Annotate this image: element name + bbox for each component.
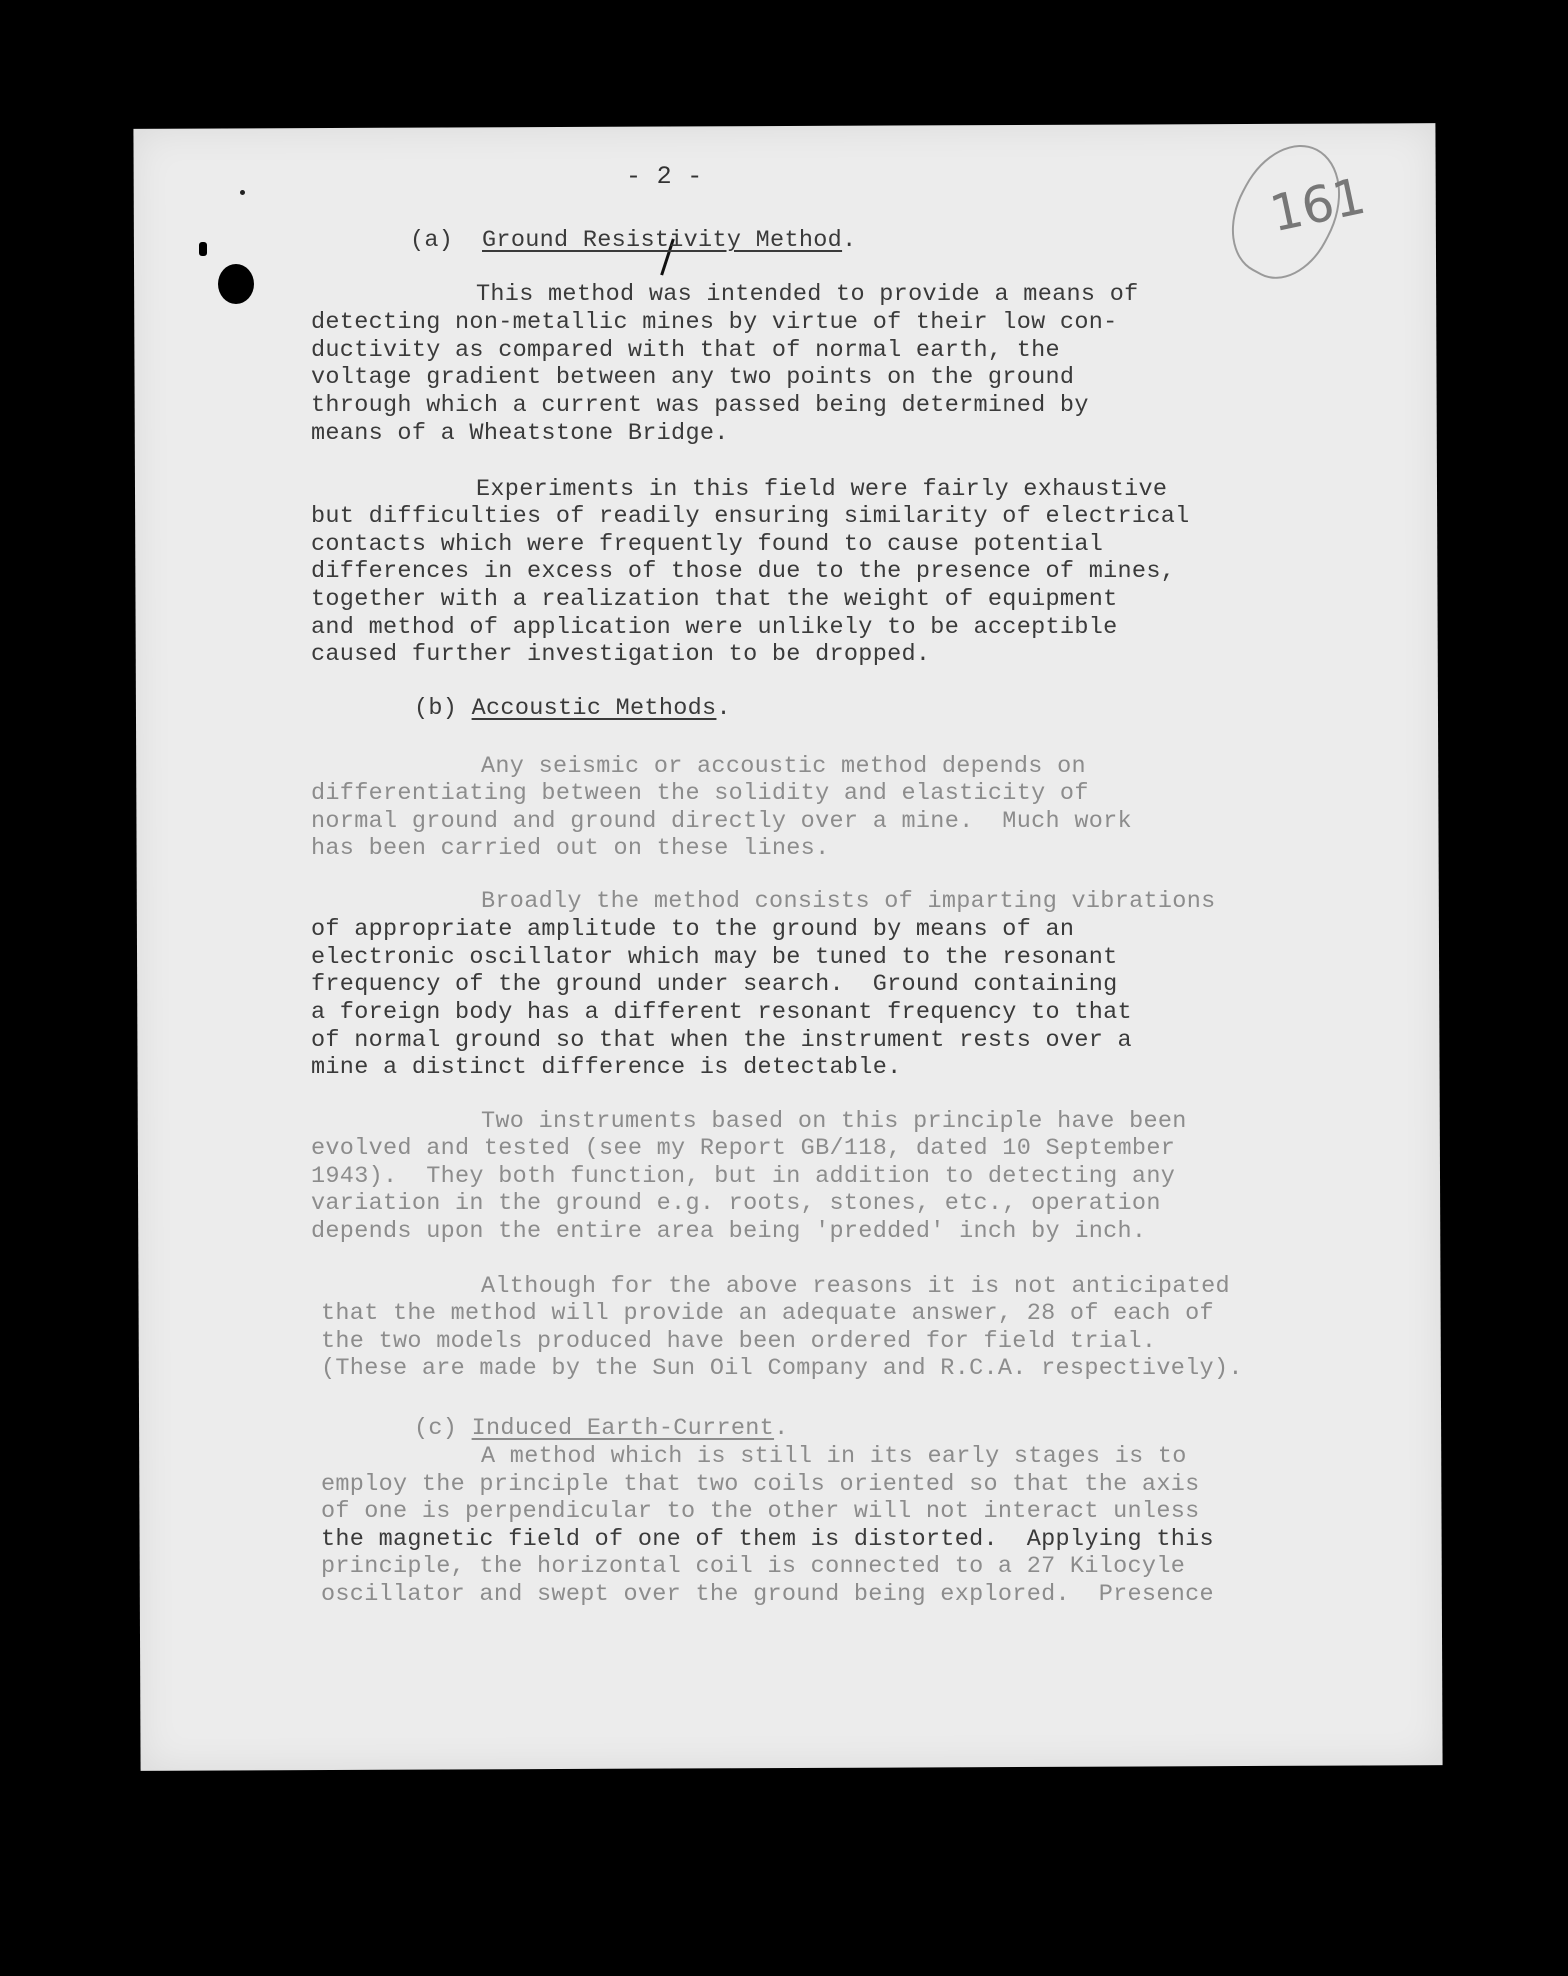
line-text: of normal ground so that when the instrument rests over a <box>311 1027 1132 1054</box>
line-text: This method was intended to provide a means of <box>476 281 1139 308</box>
text-line <box>321 1473 1200 1497</box>
line-text: but difficulties of readily ensuring similarity of electrical <box>311 503 1190 530</box>
text-line <box>311 366 1074 390</box>
line-text: of appropriate amplitude to the ground by means of an <box>311 916 1075 943</box>
line-text: Broadly the method consists of imparting vibrations <box>481 888 1216 915</box>
text-line <box>311 505 1190 529</box>
line-text: ductivity as compared with that of normal earth, the <box>311 337 1060 364</box>
text-line <box>311 311 1118 335</box>
line-text: oscillator and swept over the ground being explored. Presence <box>321 1581 1214 1608</box>
line-text: 1943). They both function, but in addition to detecting any <box>311 1163 1176 1190</box>
heading-punctuation: . <box>774 1415 789 1442</box>
line-text: (These are made by the Sun Oil Company and R.C.A. respectively). <box>321 1355 1243 1382</box>
text-line <box>311 1220 1146 1244</box>
text-line <box>311 1029 1132 1053</box>
line-text: differences in excess of those due to the presence of mines, <box>311 558 1176 585</box>
punch-hole <box>218 264 254 304</box>
text-line <box>311 918 1074 942</box>
text-line <box>476 478 1167 502</box>
line-text: Experiments in this field were fairly exhaustive <box>476 476 1168 503</box>
line-text: the magnetic field of one of them is distorted. Applying this <box>321 1526 1214 1553</box>
line-text: A method which is still in its early stages is to <box>481 1443 1187 1470</box>
line-text: differentiating between the solidity and elasticity of <box>311 780 1089 807</box>
text-line <box>321 1330 1156 1354</box>
line-text: voltage gradient between any two points on the ground <box>311 364 1075 391</box>
line-text: means of a Wheatstone Bridge. <box>311 420 729 447</box>
text-line <box>321 1302 1214 1326</box>
line-text: normal ground and ground directly over a mine. Much work <box>311 808 1132 835</box>
heading-punctuation: . <box>716 695 731 722</box>
section-heading <box>414 697 731 721</box>
line-text: (c) <box>414 1415 472 1442</box>
text-line <box>311 1056 902 1080</box>
text-line <box>481 890 1216 914</box>
text-line <box>311 588 1118 612</box>
text-line <box>311 560 1175 584</box>
line-text: caused further investigation to be dropped. <box>311 641 931 668</box>
text-line <box>321 1528 1214 1552</box>
text-line <box>321 1583 1214 1607</box>
line-text: has been carried out on these lines. <box>311 835 830 862</box>
line-text: Two instruments based on this principle have been <box>481 1108 1187 1135</box>
text-line <box>311 394 1089 418</box>
line-text: electronic oscillator which may be tuned to the resonant <box>311 944 1118 971</box>
text-line <box>311 1137 1175 1161</box>
text-line <box>476 283 1139 307</box>
line-text: frequency of the ground under search. Ground containing <box>311 971 1118 998</box>
ink-mark <box>199 242 207 256</box>
line-text: evolved and tested (see my Report GB/118, dated 10 September <box>311 1135 1176 1162</box>
section-heading <box>410 229 856 253</box>
text-line <box>311 946 1118 970</box>
heading-punctuation: . <box>842 227 857 254</box>
text-line <box>481 1445 1187 1469</box>
line-text: (a) <box>410 227 483 254</box>
text-line <box>311 616 1118 640</box>
text-line <box>311 973 1118 997</box>
line-text: contacts which were frequently found to cause potential <box>311 531 1104 558</box>
page-number: - 2 - <box>626 162 703 191</box>
text-line <box>481 1275 1230 1299</box>
line-text: variation in the ground e.g. roots, stones, etc., operation <box>311 1190 1161 1217</box>
text-line <box>321 1500 1200 1524</box>
text-line <box>311 422 729 446</box>
text-line <box>321 1357 1243 1381</box>
line-text: employ the principle that two coils oriented so that the axis <box>321 1471 1200 1498</box>
folio-number: 161 <box>1265 166 1371 244</box>
line-text: a foreign body has a different resonant frequency to that <box>311 999 1132 1026</box>
heading-title: Accoustic Methods <box>471 695 717 722</box>
line-text: Although for the above reasons it is not anticipated <box>481 1273 1230 1300</box>
line-text: and method of application were unlikely to be acceptible <box>311 614 1118 641</box>
line-text: that the method will provide an adequate answer, 28 of each of <box>321 1300 1214 1327</box>
line-text: together with a realization that the weight of equipment <box>311 586 1118 613</box>
text-line <box>481 1110 1187 1134</box>
line-text: (b) <box>414 695 472 722</box>
section-heading <box>414 1417 788 1441</box>
text-line <box>311 533 1103 557</box>
line-text: depends upon the entire area being 'predded' inch by inch. <box>311 1218 1147 1245</box>
line-text: of one is perpendicular to the other will not interact unless <box>321 1498 1200 1525</box>
text-line <box>311 837 829 861</box>
line-text: the two models produced have been ordered for field trial. <box>321 1328 1157 1355</box>
text-line <box>481 755 1086 779</box>
heading-title: Ground Resistivity Method <box>482 227 843 254</box>
line-text: mine a distinct difference is detectable. <box>311 1054 902 1081</box>
text-line <box>311 643 930 667</box>
line-text: through which a current was passed being determined by <box>311 392 1089 419</box>
text-line <box>321 1555 1185 1579</box>
text-line <box>311 1192 1161 1216</box>
heading-title: Induced Earth-Current <box>471 1415 775 1442</box>
line-text: Any seismic or accoustic method depends on <box>481 753 1086 780</box>
text-line <box>311 1165 1175 1189</box>
ink-dot <box>240 190 245 195</box>
line-text: detecting non-metallic mines by virtue of their low con- <box>311 309 1118 336</box>
line-text: principle, the horizontal coil is connected to a 27 Kilocyle <box>321 1553 1186 1580</box>
text-line <box>311 810 1132 834</box>
text-line <box>311 339 1060 363</box>
text-line <box>311 1001 1132 1025</box>
text-line <box>311 782 1089 806</box>
